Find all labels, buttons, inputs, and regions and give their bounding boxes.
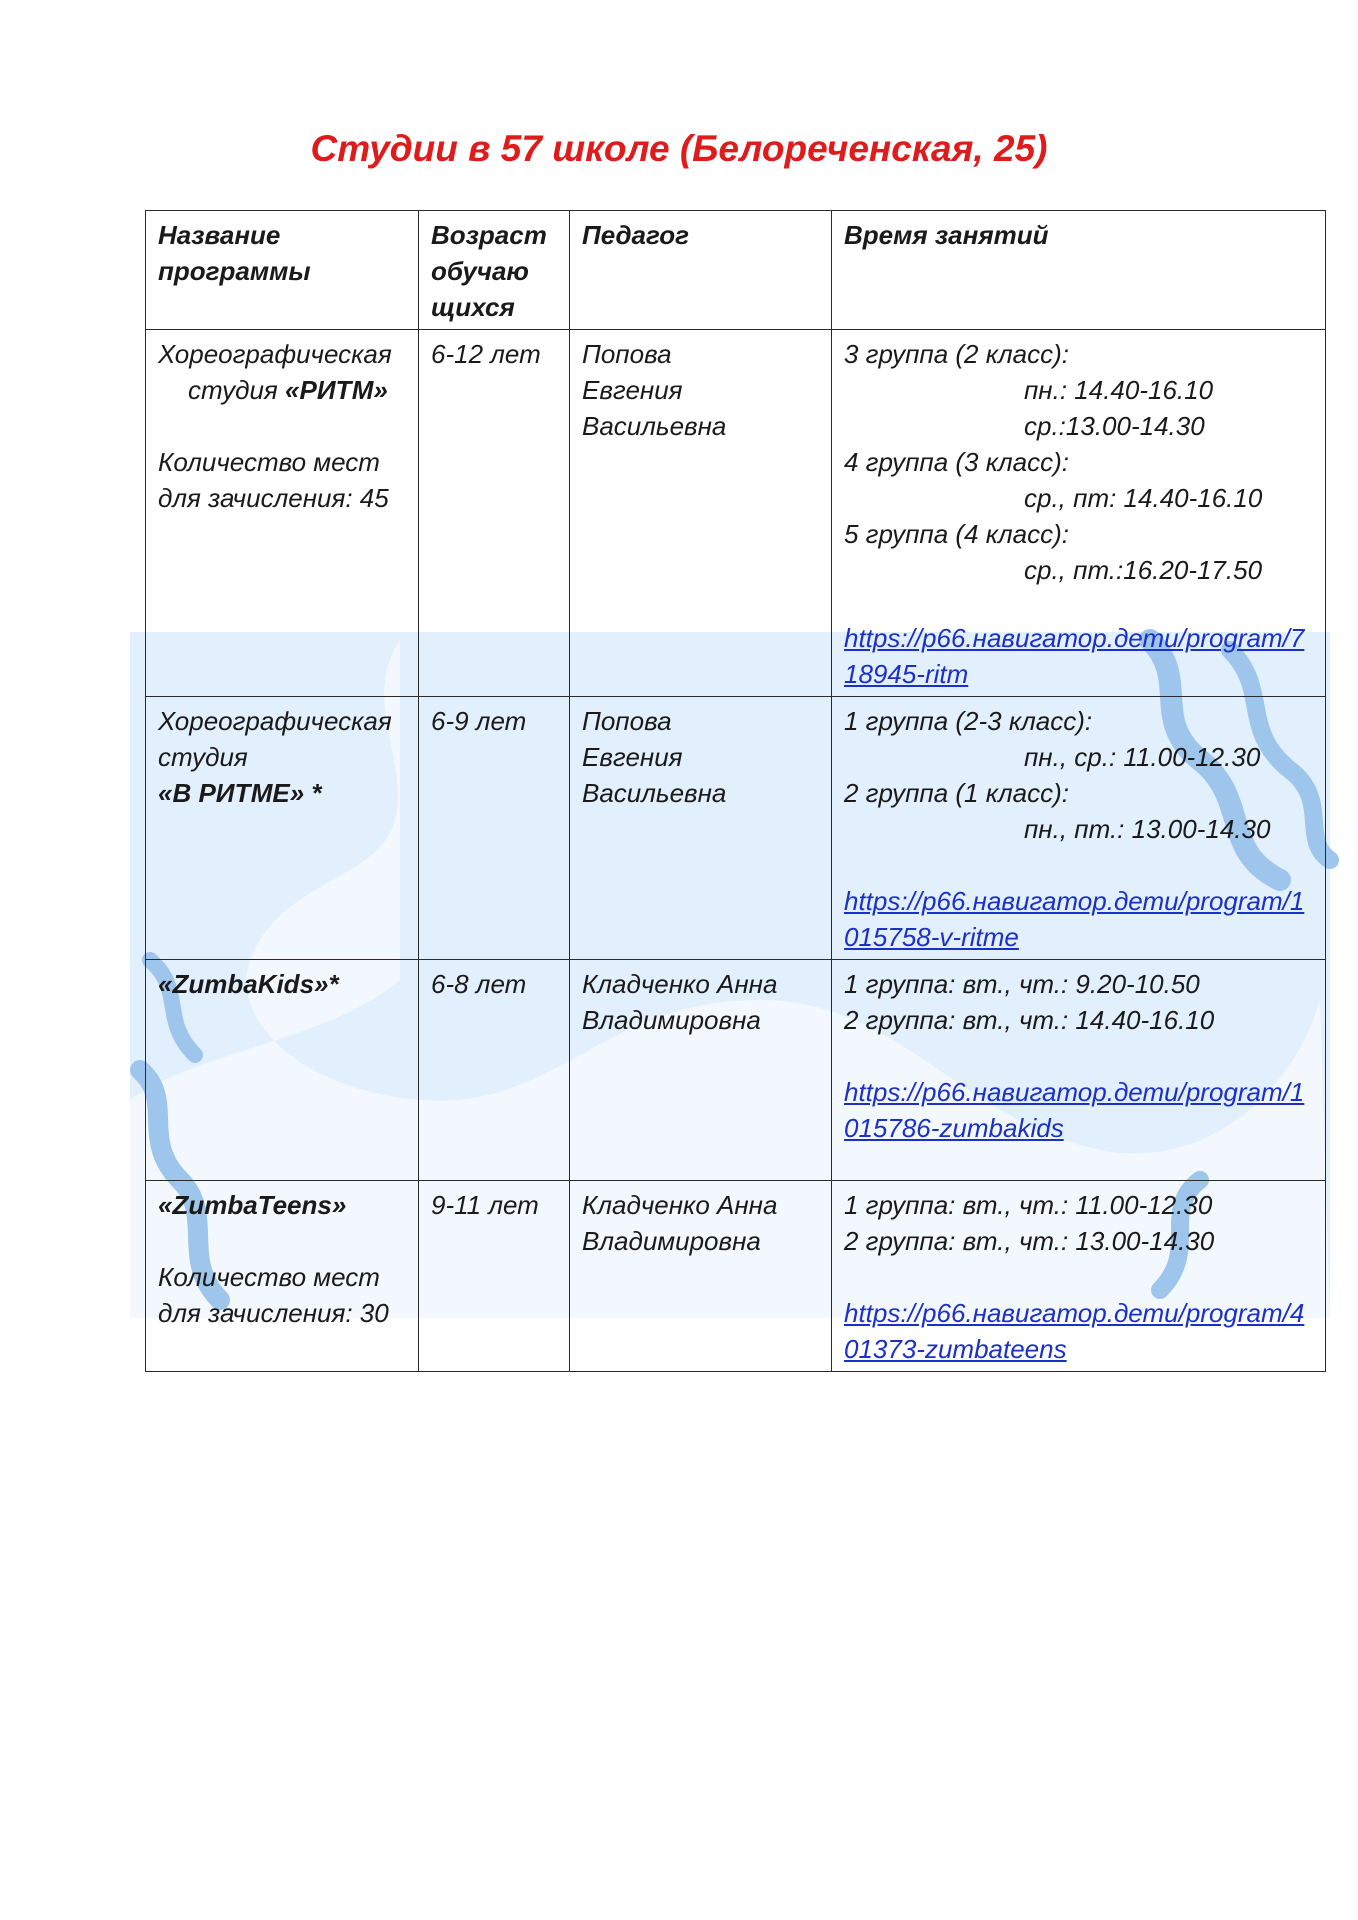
teacher-cell [570, 330, 832, 697]
teacher-line: Васильевна [582, 778, 727, 808]
spacer [844, 588, 1313, 620]
header-program: Название программы [146, 211, 419, 330]
program-cell [146, 697, 419, 960]
group-time: ср., пт.:16.20-17.50 [1024, 555, 1263, 585]
table-row [146, 697, 1326, 960]
group-time: пн., пт.: 13.00-14.30 [1024, 814, 1271, 844]
program-link[interactable]: https://р66.навигатор.дети/program/1015758-v-ritme [844, 886, 1305, 952]
age-cell: 6-12 лет [419, 330, 570, 697]
teacher-cell [570, 697, 832, 960]
age-cell: 6-8 лет [419, 960, 570, 1181]
table-row [146, 330, 1326, 697]
group-time: 2 группа: вт., чт.: 14.40-16.10 [844, 1005, 1215, 1035]
program-prefix2: студия [188, 375, 278, 405]
program-name: «ZumbaTeens» [158, 1190, 347, 1220]
program-name: «РИТМ» [285, 375, 388, 405]
teacher-line: Евгения [582, 742, 683, 772]
program-link[interactable]: https://р66.навигатор.дети/program/718945-ritm [844, 623, 1305, 689]
teacher-line: Васильевна [582, 411, 727, 441]
teacher-line: Кладченко Анна [582, 1190, 778, 1220]
teacher-line: Попова [582, 706, 672, 736]
seats-info: Количество мест для зачисления: 30 [158, 1262, 389, 1328]
table-header-row [146, 211, 1326, 330]
header-age: Возраст обучаю щихся [419, 211, 570, 330]
spacer [844, 847, 1313, 883]
program-prefix2: студия [158, 742, 248, 772]
teacher-line: Кладченко Анна [582, 969, 778, 999]
program-name: «ZumbaKids»* [158, 969, 339, 999]
spacer [158, 408, 406, 444]
schedule-cell [832, 960, 1326, 1181]
program-title-line [158, 372, 406, 408]
seats-info: Количество мест для зачисления: 45 [158, 447, 389, 513]
header-teacher: Педагог [570, 211, 832, 330]
group-label: 1 группа (2-3 класс): [844, 706, 1093, 736]
teacher-line: Владимировна [582, 1226, 761, 1256]
group-label: 3 группа (2 класс): [844, 339, 1070, 369]
group-time: 1 группа: вт., чт.: 9.20-10.50 [844, 969, 1200, 999]
schedule-cell [832, 1181, 1326, 1372]
spacer [844, 1259, 1313, 1295]
teacher-line: Попова [582, 339, 672, 369]
program-cell [146, 960, 419, 1181]
program-prefix: Хореографическая [158, 339, 392, 369]
header-time: Время занятий [832, 211, 1326, 330]
spacer [844, 1038, 1313, 1074]
group-label: 4 группа (3 класс): [844, 447, 1070, 477]
group-time: ср.:13.00-14.30 [1024, 411, 1205, 441]
spacer [158, 1223, 406, 1259]
group-time: 2 группа: вт., чт.: 13.00-14.30 [844, 1226, 1215, 1256]
group-label: 5 группа (4 класс): [844, 519, 1070, 549]
group-label: 2 группа (1 класс): [844, 778, 1070, 808]
age-cell: 6-9 лет [419, 697, 570, 960]
teacher-cell [570, 960, 832, 1181]
teacher-line: Евгения [582, 375, 683, 405]
schedule-cell [832, 330, 1326, 697]
schedule-cell [832, 697, 1326, 960]
program-name: «В РИТМЕ» * [158, 778, 322, 808]
program-prefix: Хореографическая [158, 706, 392, 736]
page-title: Студии в 57 школе (Белореченская, 25) [310, 128, 1048, 169]
age-cell: 9-11 лет [419, 1181, 570, 1372]
table-row [146, 1181, 1326, 1372]
group-time: 1 группа: вт., чт.: 11.00-12.30 [844, 1190, 1213, 1220]
table-row [146, 960, 1326, 1181]
group-time: ср., пт: 14.40-16.10 [1024, 483, 1263, 513]
teacher-cell [570, 1181, 832, 1372]
group-time: пн.: 14.40-16.10 [1024, 375, 1214, 405]
teacher-line: Владимировна [582, 1005, 761, 1035]
group-time: пн., ср.: 11.00-12.30 [1024, 742, 1261, 772]
program-cell [146, 330, 419, 697]
program-link[interactable]: https://р66.навигатор.дети/program/401373-zumbateens [844, 1298, 1305, 1364]
program-cell [146, 1181, 419, 1372]
program-link[interactable]: https://р66.навигатор.дети/program/1015786-zumbakids [844, 1077, 1305, 1143]
studios-table [145, 210, 1326, 1372]
